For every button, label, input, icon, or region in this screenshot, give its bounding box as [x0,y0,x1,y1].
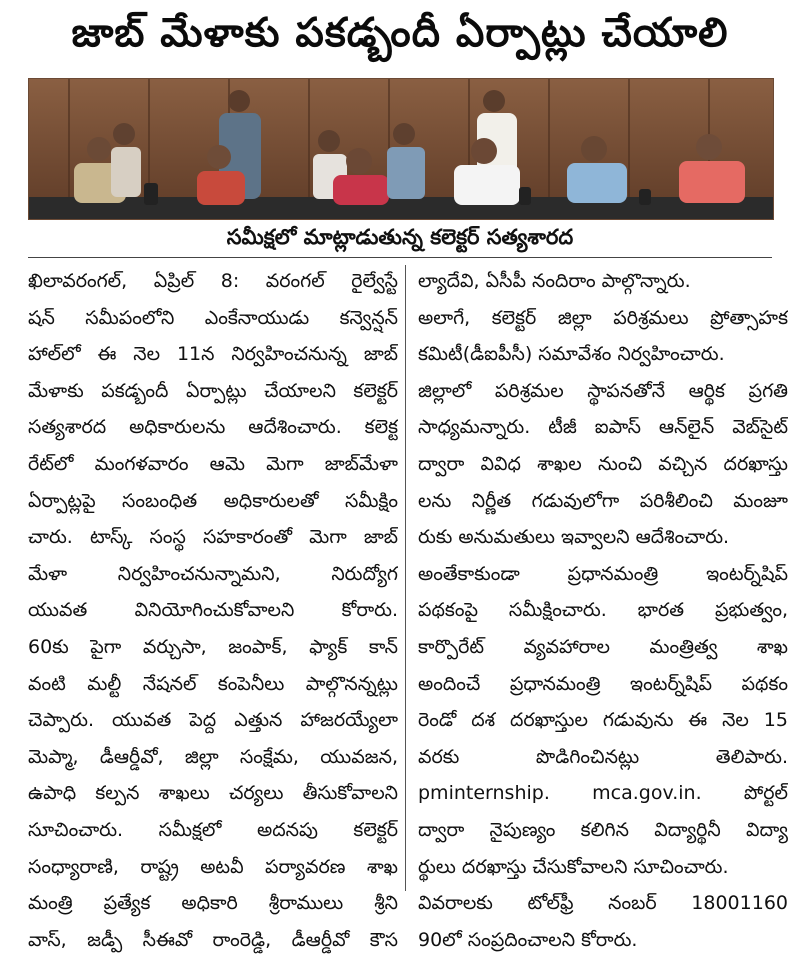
headline: జాబ్ మేళాకు పకడ్బందీ ఏర్పాట్లు చేయాలి [71,10,729,56]
article-line: లను నిర్ణీత గడువులోగా పరిశీలించి మంజూ [418,489,788,512]
article-column-left [28,263,398,958]
news-photo [28,78,774,220]
article-line: మేళా నిర్వహించనున్నామని, నిరుద్యోగ [28,562,398,585]
article-line: మంత్రి ప్రత్యేక అధికారి శ్రీరాములు శ్రీని [28,892,398,915]
photo-caption [28,223,772,258]
photo-caption-text: సమీక్షలో మాట్లాడుతున్న కలెక్టర్ సత్యశారద [226,225,574,249]
column-divider [405,265,406,891]
article-line: వరకు పొడిగించినట్లు తెలిపారు. [418,745,788,768]
article-line: 60కు పైగా వర్చుసా, జంపాక్, ఫ్యాక్ కాన్ [28,635,398,658]
article-line: రుకు అనుమతులు ఇవ్వాలని ఆదేశించారు. [418,526,730,549]
article-line: యువత వినియోగించుకోవాలని కోరారు. [28,599,398,622]
article-line: అందించే ప్రధానమంత్రి ఇంటర్న్‌షిప్ పథకం [418,672,788,695]
article-line: సత్యశారద అధికారులను ఆదేశించారు. కలెక్ట [28,416,398,439]
article-line: ద్వారా వివిధ శాఖల నుంచి వచ్చిన దరఖాస్తు [418,452,788,475]
article-line: హాల్‌లో ఈ నెల 11న నిర్వహించనున్న జాబ్ [28,343,398,366]
article-line: రెండో దశ దరఖాస్తుల గడువును ఈ నెల 15 [418,709,788,732]
article-line: జిల్లాలో పరిశ్రమల స్థాపనతోనే ఆర్థిక ప్రగతి [418,379,788,402]
article-line: చారు. టాస్క్ సంస్థ సహకారంతో మెగా జాబ్ [28,526,398,549]
article-line: సంధ్యారాణి, రాష్ట్ర అటవీ పర్యావరణ శాఖ [28,855,398,878]
article-line: వాస్, జడ్పీ సీఈవో రాంరెడ్డి, డీఆర్డీవో కౌస [28,928,398,951]
article-column-right [418,263,788,958]
article-line: వంటి మల్టీ నేషనల్ కంపెనీలు పాల్గొనన్నట్లు [28,672,398,695]
article-line: ఏర్పాట్లపై సంబంధిత అధికారులతో సమీక్షిం [28,489,398,512]
article-line: చెప్పారు. యువత పెద్ద ఎత్తున హాజరయ్యేలా [28,709,398,732]
article-line: 90లో సంప్రదించాలని కోరారు. [418,928,638,951]
article-line: సూచించారు. సమీక్షలో అదనపు కలెక్టర్ [28,818,398,841]
article-line: అలాగే, కలెక్టర్ జిల్లా పరిశ్రమలు ప్రోత్సాహక [418,306,788,329]
article-line: ఖిలావరంగల్, ఏప్రిల్ 8: వరంగల్ రైల్వేస్టే [28,270,398,292]
article-line: ద్వారా నైపుణ్యం కలిగిన విద్యార్థినీ విద్యా [418,818,788,841]
article-line: ర్థులు దరఖాస్తు చేసుకోవాలని సూచించారు. [418,855,729,878]
article-line: ఉపాధి కల్పన శాఖలు చర్యలు తీసుకోవాలని [28,782,398,805]
article-line: సాధ్యమన్నారు. టీజీ ఐపాస్ ఆన్‌లైన్ వెబ్‌సైట్ [418,416,788,439]
meeting-photo-illustration [29,79,773,219]
article-line: వివరాలకు టోల్‌ఫ్రీ నంబర్ 18001160 [418,892,788,915]
article-line: రేట్‌లో మంగళవారం ఆమె మెగా జాబ్‌మేళా [28,452,398,475]
article-line: షన్ సమీపంలోని ఎంకేనాయుడు కన్వెన్షన్ [28,306,398,329]
article-line: కార్పొరేట్ వ్యవహారాల మంత్రిత్వ శాఖ [418,635,788,658]
article-line: ల్యాదేవి, ఏసీపీ నందిరాం పాల్గొన్నారు. [418,270,691,292]
article-line: మెప్మా, డీఆర్డీవో, జిల్లా సంక్షేమ, యువజన, [28,745,398,768]
article-line: అంతేకాకుండా ప్రధానమంత్రి ఇంటర్న్‌షిప్ [418,562,788,585]
article-line: పథకంపై సమీక్షించారు. భారత ప్రభుత్వం, [418,599,788,622]
article-line: కమిటీ(డీఐపీసీ) సమావేశం నిర్వహించారు. [418,343,725,366]
article-line: pminternship. mca.gov.in. పోర్టల్ [418,782,788,805]
article-line: మేళాకు పకడ్బందీ ఏర్పాట్లు చేయాలని కలెక్టర్ [28,379,398,402]
